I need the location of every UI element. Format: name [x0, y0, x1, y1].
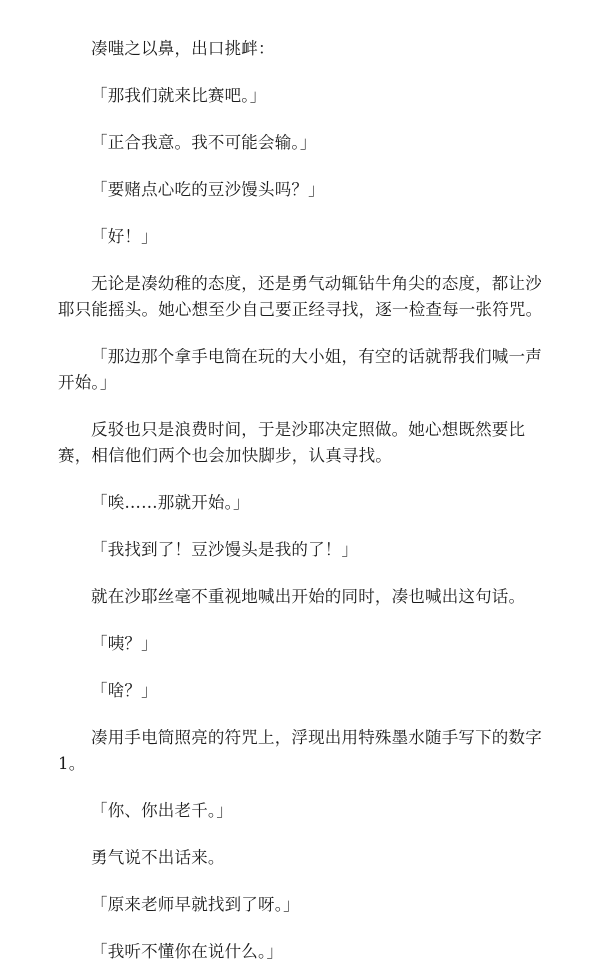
paragraph: 就在沙耶丝毫不重视地喊出开始的同时，凑也喊出这句话。: [91, 587, 526, 606]
paragraph: 「要赌点心吃的豆沙馒头吗？」: [91, 180, 325, 199]
paragraph: 「唉……那就开始。」: [91, 493, 250, 512]
paragraph: 「那我们就来比赛吧。」: [91, 86, 267, 105]
paragraph: 无论是凑幼稚的态度，还是勇气动辄钻牛角尖的态度，都让沙耶只能摇头。她心想至少自己要正经寻找，逐一检查每一张符咒。: [58, 274, 543, 319]
paragraph: 「我听不懂你在说什么。」: [91, 942, 284, 961]
paragraph: 「好！」: [91, 227, 158, 246]
paragraph: 「原来老师早就找到了呀。」: [91, 895, 300, 914]
paragraph: 反驳也只是浪费时间，于是沙耶决定照做。她心想既然要比赛，相信他们两个也会加快脚步，认真寻找。: [58, 420, 526, 465]
paragraph: 凑用手电筒照亮的符咒上，浮现出用特殊墨水随手写下的数字1。: [58, 728, 542, 773]
paragraph: 「我找到了！豆沙馒头是我的了！」: [91, 540, 359, 559]
paragraph: 「咦？」: [91, 634, 158, 653]
paragraph: 「你、你出老千。」: [91, 801, 234, 820]
paragraph: 勇气说不出话来。: [91, 848, 225, 867]
paragraph: 「那边那个拿手电筒在玩的大小姐，有空的话就帮我们喊一声开始。」: [58, 347, 542, 392]
paragraph: 「啥？」: [91, 681, 158, 700]
paragraph: 「正合我意。我不可能会输。」: [91, 133, 317, 152]
paragraph: 凑嗤之以鼻，出口挑衅：: [91, 39, 275, 58]
